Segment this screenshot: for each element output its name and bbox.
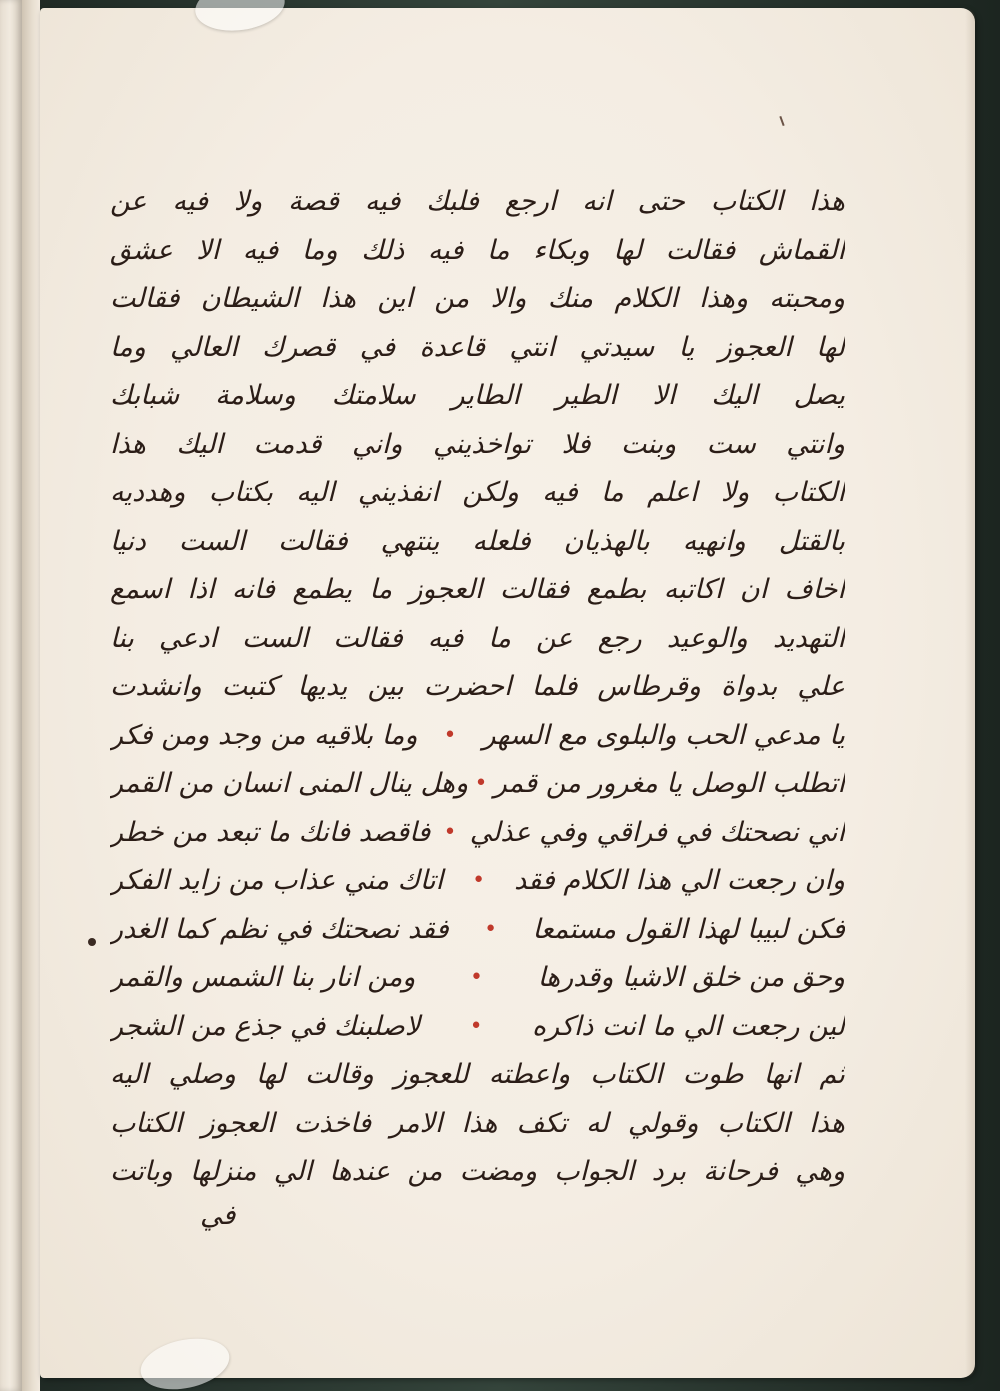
prose-line: يصل اليك الا الطير الطاير سلامتك وسلامة شبابك xyxy=(110,380,845,411)
verse-left-hemistich: وما بلاقيه من وجد ومن فكر xyxy=(110,719,418,751)
verse-separator-mark: • xyxy=(484,916,498,942)
verse-right-hemistich: فكن لبيبا لهذا القول مستمعا xyxy=(532,913,845,945)
margin-dot xyxy=(88,938,96,946)
page-edge-shadow xyxy=(965,8,975,1378)
verse-right-hemistich: وحق من خلق الاشيا وقدرها xyxy=(537,962,845,993)
book-gutter xyxy=(22,0,40,1391)
verse-left-hemistich: ومن انار بنا الشمس والقمر xyxy=(110,962,416,993)
verse-left-hemistich: اتاك مني عذاب من زايد الفكر xyxy=(110,865,444,896)
prose-line: لها العجوز يا سيدتي انتي قاعدة في قصرك العالي وما xyxy=(110,331,845,363)
prose-line: اخاف ان اكاتبه بطمع فقالت العجوز ما يطمع فانه اذا اسمع xyxy=(110,574,845,605)
verse-left-hemistich: فاقصد فانك ما تبعد من خطر xyxy=(110,816,431,848)
prose-line: الكتاب ولا اعلم ما فيه ولكن انفذيني اليه بكتاب وهدديه xyxy=(110,477,845,508)
verse-separator-mark: • xyxy=(469,1013,483,1039)
facing-page-edge xyxy=(0,0,22,1391)
verse-line xyxy=(110,906,845,955)
prose-line: بالقتل وانهيه بالهذيان فلعله ينتهي فقالت الست دنيا xyxy=(110,525,845,557)
prose-line: وانتي ست وبنت فلا تواخذيني واني قدمت اليك هذا xyxy=(110,428,845,460)
verse-left-hemistich: فقد نصحتك في نظم كما الغدر xyxy=(110,913,449,945)
catchword: في xyxy=(200,1200,236,1231)
prose-line: القماش فقالت لها وبكاء ما فيه ذلك وما فيه الا عشق xyxy=(110,234,845,266)
verse-line xyxy=(110,712,845,761)
verse-right-hemistich: اني نصحتك في فراقي وفي عذلي xyxy=(469,816,845,848)
prose-line: ثم انها طوت الكتاب واعطته للعجوز وقالت لها وصلي اليه xyxy=(110,1059,845,1090)
prose-line: وهي فرحانة برد الجواب ومضت من عندها الي منزلها وباتت xyxy=(110,1156,845,1187)
verse-left-hemistich: وهل ينال المنى انسان من القمر xyxy=(110,768,469,799)
verse-right-hemistich: وان رجعت الي هذا الكلام فقد xyxy=(514,865,845,896)
verse-separator-mark: • xyxy=(472,868,486,893)
verse-separator-mark: • xyxy=(470,965,484,990)
prose-line: ومحبته وهذا الكلام منك والا من اين هذا الشيطان فقالت xyxy=(110,283,845,314)
verse-line xyxy=(110,857,845,906)
verse-line xyxy=(110,809,845,858)
verse-line xyxy=(110,1003,845,1052)
verse-line xyxy=(110,760,845,809)
prose-line: هذا الكتاب حتى انه ارجع فلبك فيه قصة ولا فيه عن xyxy=(110,186,845,217)
prose-line: هذا الكتاب وقولي له تكف هذا الامر فاخذت العجوز الكتاب xyxy=(110,1107,845,1139)
verse-line xyxy=(110,954,845,1003)
verse-separator-mark: • xyxy=(474,771,488,796)
verse-right-hemistich: يا مدعي الحب والبلوى مع السهر xyxy=(482,719,845,751)
manuscript-text-block xyxy=(110,178,845,1197)
verse-separator-mark: • xyxy=(443,722,457,748)
prose-line: التهديد والوعيد رجع عن ما فيه فقالت الست ادعي بنا xyxy=(110,622,845,654)
verse-right-hemistich: اتطلب الوصل يا مغرور من قمر xyxy=(493,768,845,799)
verse-left-hemistich: لاصلبنك في جذع من الشجر xyxy=(110,1010,421,1042)
verse-separator-mark: • xyxy=(443,819,457,845)
prose-line: علي بدواة وقرطاس فلما احضرت بين يديها كتبت وانشدت xyxy=(110,671,845,702)
verse-right-hemistich: لين رجعت الي ما انت ذاكره xyxy=(532,1010,845,1042)
